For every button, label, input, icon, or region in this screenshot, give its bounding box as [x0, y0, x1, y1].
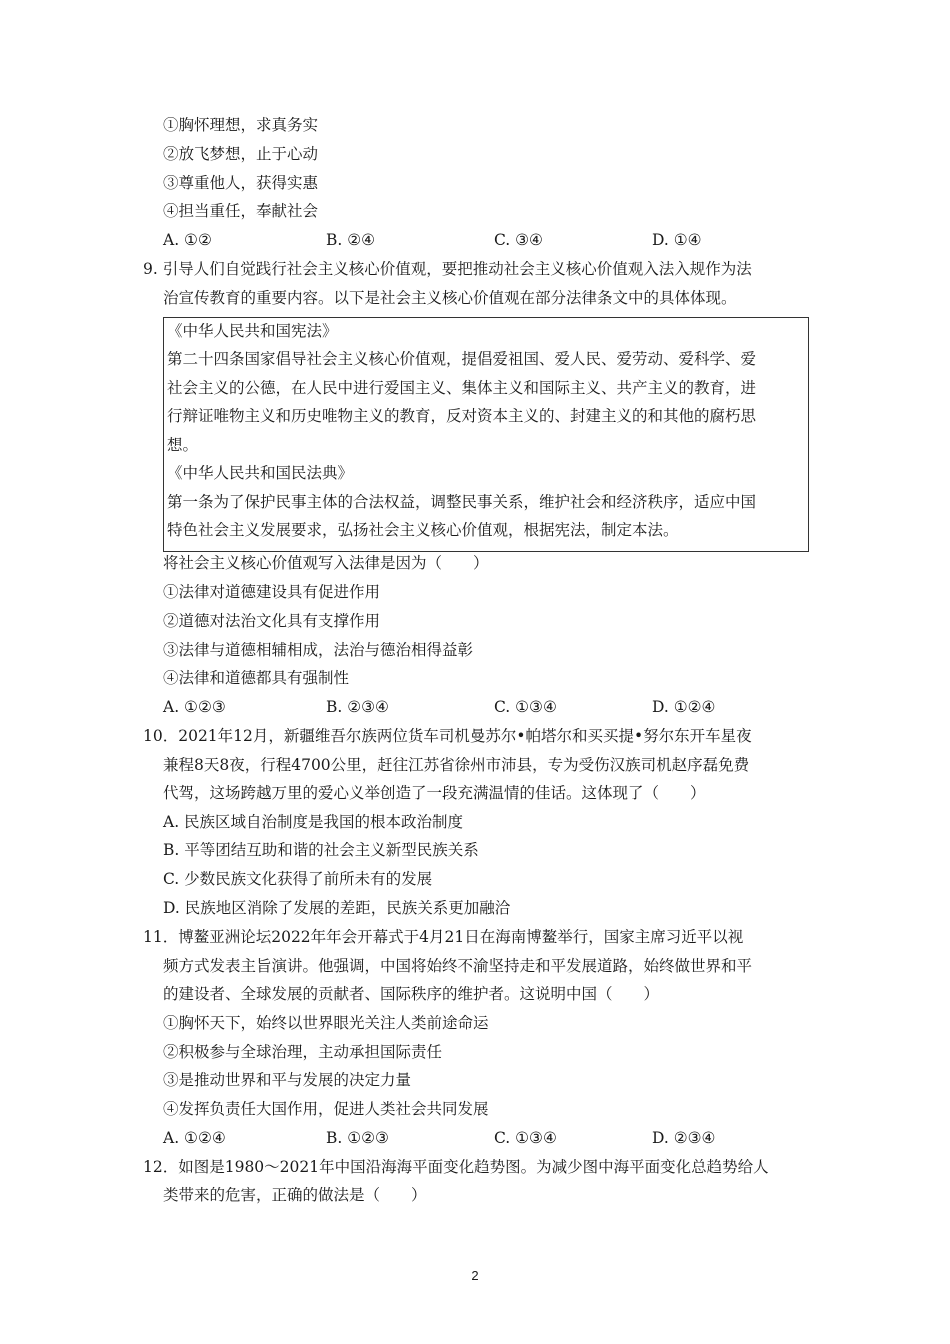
civil-code-title: 《中华人民共和国民法典》 [167, 464, 354, 482]
q10-stem-line-3: 代驾，这场跨越万里的爱心义举创造了一段充满温情的佳话。这体现了（ ） [163, 784, 706, 802]
q9-question: 将社会主义核心价值观写入法律是因为（ ） [163, 554, 489, 572]
q9-option-b: B. ②③④ [326, 698, 389, 716]
q11-option-c: C. ①③④ [494, 1129, 557, 1147]
q11-stem-line-1: 11．博鳌亚洲论坛2022年年会开幕式于4月21日在海南博鳌举行，国家主席习近平以视 [143, 928, 744, 946]
q11-item-3: ③是推动世界和平与发展的决定力量 [163, 1071, 412, 1089]
q9-option-d: D. ①②④ [652, 698, 716, 716]
q9-item-4: ④法律和道德都具有强制性 [163, 669, 350, 687]
constitution-text-line-1: 第二十四条国家倡导社会主义核心价值观，提倡爱祖国、爱人民、爱劳动、爱科学、爱 [167, 350, 757, 368]
q11-item-4: ④发挥负责任大国作用，促进人类社会共同发展 [163, 1100, 489, 1118]
q8-item-2: ②放飞梦想，止于心动 [163, 145, 319, 163]
q11-option-b: B. ①②③ [326, 1129, 389, 1147]
q8-option-d: D. ①④ [652, 231, 702, 249]
q11-item-2: ②积极参与全球治理，主动承担国际责任 [163, 1043, 443, 1061]
q11-stem-line-2: 频方式发表主旨演讲。他强调，中国将始终不渝坚持走和平发展道路，始终做世界和平 [163, 957, 753, 975]
q10-option-a: A. 民族区域自治制度是我国的根本政治制度 [163, 813, 464, 831]
q9-stem-line-1: 9. 引导人们自觉践行社会主义核心价值观，要把推动社会主义核心价值观入法入规作为法 [143, 260, 752, 278]
q10-option-b: B. 平等团结互助和谐的社会主义新型民族关系 [163, 841, 479, 859]
q12-stem-line-1: 12．如图是1980～2021年中国沿海海平面变化趋势图。为减少图中海平面变化总趋势给人 [143, 1158, 769, 1176]
q11-stem-line-3: 的建设者、全球发展的贡献者、国际秩序的维护者。这说明中国（ ） [163, 985, 660, 1003]
constitution-title: 《中华人民共和国宪法》 [167, 322, 338, 340]
constitution-text-line-4: 想。 [167, 436, 199, 454]
q9-stem-line-2: 治宣传教育的重要内容。以下是社会主义核心价值观在部分法律条文中的具体体现。 [163, 289, 737, 307]
q10-stem-line-1: 10．2021年12月，新疆维吾尔族两位货车司机曼苏尔•帕塔尔和买买提•努尔东开车星夜 [143, 727, 752, 745]
q9-item-2: ②道德对法治文化具有支撑作用 [163, 612, 381, 630]
civil-code-text-line-1: 第一条为了保护民事主体的合法权益，调整民事关系，维护社会和经济秩序，适应中国 [167, 493, 757, 511]
q9-option-c: C. ①③④ [494, 698, 557, 716]
q10-stem-line-2: 兼程8天8夜，行程4700公里，赶往江苏省徐州市沛县，专为受伤汉族司机赵序磊免费 [163, 756, 750, 774]
q8-item-1: ①胸怀理想，求真务实 [163, 116, 319, 134]
q10-option-d: D. 民族地区消除了发展的差距，民族关系更加融洽 [163, 899, 511, 917]
q8-options [0, 229, 950, 251]
q8-item-4: ④担当重任，奉献社会 [163, 202, 319, 220]
q8-option-b: B. ②④ [326, 231, 376, 249]
q8-item-3: ③尊重他人，获得实惠 [163, 174, 319, 192]
q9-options [0, 696, 950, 718]
q11-option-a: A. ①②④ [163, 1129, 226, 1147]
q11-item-1: ①胸怀天下，始终以世界眼光关注人类前途命运 [163, 1014, 489, 1032]
q9-item-3: ③法律与道德相辅相成，法治与德治相得益彰 [163, 641, 474, 659]
civil-code-text-line-2: 特色社会主义发展要求，弘扬社会主义核心价值观，根据宪法，制定本法。 [167, 521, 679, 539]
constitution-text-line-3: 行辩证唯物主义和历史唯物主义的教育，反对资本主义的、封建主义的和其他的腐朽思 [167, 407, 757, 425]
q9-option-a: A. ①②③ [163, 698, 226, 716]
q11-option-d: D. ②③④ [652, 1129, 716, 1147]
q12-stem-line-2: 类带来的危害，正确的做法是（ ） [163, 1186, 427, 1204]
constitution-text-line-2: 社会主义的公德，在人民中进行爱国主义、集体主义和国际主义、共产主义的教育，进 [167, 379, 757, 397]
q10-option-c: C. 少数民族文化获得了前所未有的发展 [163, 870, 433, 888]
q8-option-c: C. ③④ [494, 231, 543, 249]
page-number: 2 [471, 1268, 479, 1283]
q8-option-a: A. ①② [163, 231, 212, 249]
q9-item-1: ①法律对道德建设具有促进作用 [163, 583, 381, 601]
q11-options [0, 1127, 950, 1149]
